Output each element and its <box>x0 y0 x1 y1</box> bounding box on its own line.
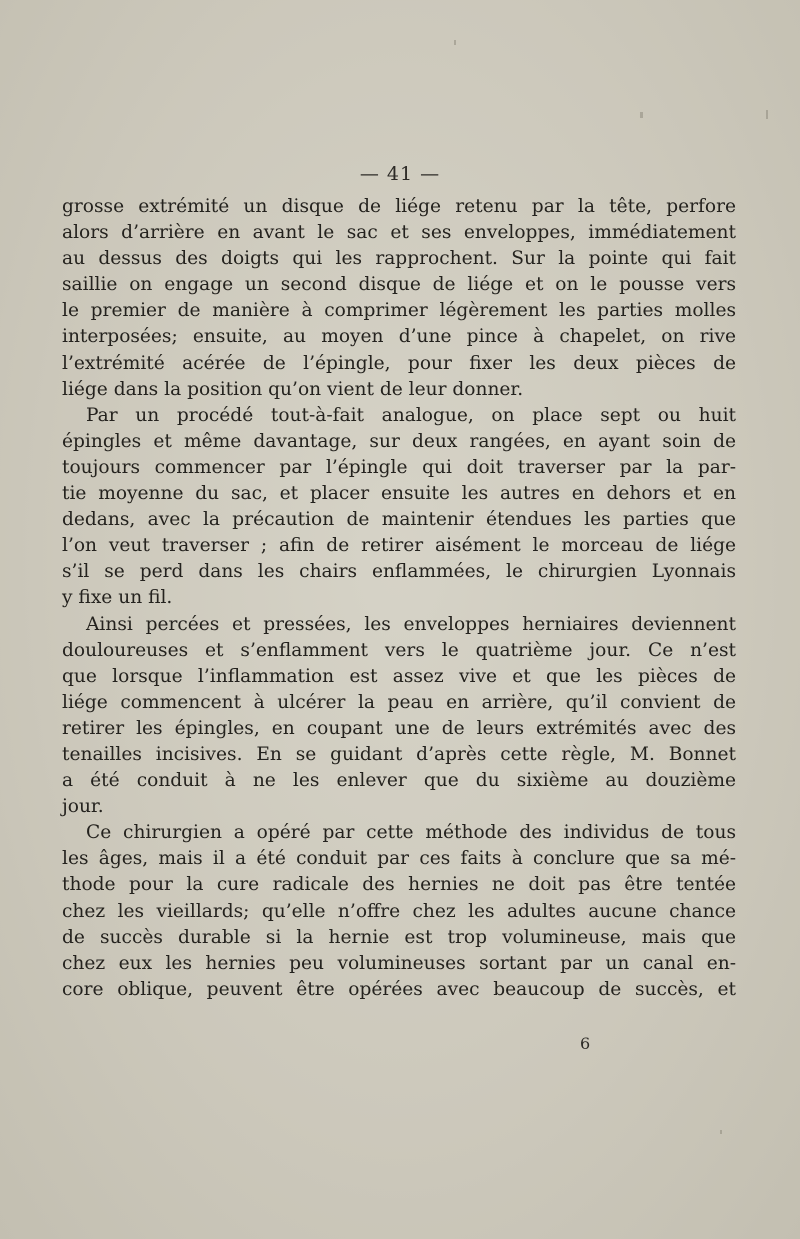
text-line: interposées; ensuite, au moyen d’une pince à chapelet, on rive <box>62 326 736 348</box>
text-line: core oblique, peuvent être opérées avec beaucoup de succès, et <box>62 978 736 1000</box>
text-line: Ainsi percées et pressées, les enveloppes herniaires deviennent <box>86 613 736 635</box>
paper-speck <box>454 40 456 45</box>
text-line: retirer les épingles, en coupant une de leurs extrémités avec des <box>62 717 736 739</box>
paragraph <box>62 612 736 821</box>
text-line: alors d’arrière en avant le sac et ses enveloppes, immédiatement <box>62 222 736 244</box>
paper-speck <box>720 1130 722 1134</box>
text-line: chez les vieillards; qu’elle n’offre chez les adultes aucune chance <box>62 900 736 922</box>
paper-speck <box>640 112 643 118</box>
text-line: tenailles incisives. En se guidant d’après cette règle, M. Bonnet <box>62 743 736 765</box>
text-line: toujours commencer par l’épingle qui doit traverser par la par- <box>62 456 736 478</box>
page-number: — 41 — <box>359 163 441 185</box>
text-line: thode pour la cure radicale des hernies ne doit pas être tentée <box>62 874 736 896</box>
text-line: s’il se perd dans les chairs enflammées, le chirurgien Lyonnais <box>62 561 736 583</box>
text-line: grosse extrémité un disque de liége retenu par la tête, perfore <box>62 196 736 217</box>
text-line: a été conduit à ne les enlever que du sixième au douzième <box>62 770 736 792</box>
text-line: douloureuses et s’enflamment vers le quatrième jour. Ce n’est <box>62 639 736 661</box>
text-line: chez eux les hernies peu volumineuses sortant par un canal en- <box>62 952 736 974</box>
text-line: l’extrémité acérée de l’épingle, pour fixer les deux pièces de <box>62 352 736 374</box>
text-line: Ce chirurgien a opéré par cette méthode des individus de tous <box>86 822 736 844</box>
text-line: Par un procédé tout-à-fait analogue, on place sept ou huit <box>86 404 736 426</box>
text-line: épingles et même davantage, sur deux rangées, en ayant soin de <box>62 430 736 452</box>
signature-mark: 6 <box>580 1034 591 1053</box>
paragraph <box>62 403 736 612</box>
text-line: saillie on engage un second disque de liége et on le pousse vers <box>62 274 736 296</box>
text-line: jour. <box>62 796 104 818</box>
text-line: liége dans la position qu’on vient de leur donner. <box>62 378 524 400</box>
text-line: au dessus des doigts qui les rapprochent. Sur la pointe qui fait <box>62 248 736 270</box>
text-line: y fixe un fil. <box>62 587 173 609</box>
text-line: liége commencent à ulcérer la peau en arrière, qu’il convient de <box>62 691 736 713</box>
paragraph <box>62 194 736 403</box>
text-line: de succès durable si la hernie est trop volumineuse, mais que <box>62 926 736 948</box>
text-line: tie moyenne du sac, et placer ensuite les autres en dehors et en <box>62 483 736 505</box>
text-line: les âges, mais il a été conduit par ces faits à conclure que sa mé- <box>62 848 736 870</box>
body-text <box>62 194 736 1003</box>
text-line: que lorsque l’inflammation est assez vive et que les pièces de <box>62 665 736 687</box>
paragraph <box>62 820 736 1003</box>
text-line: le premier de manière à comprimer légèrement les parties molles <box>62 300 736 322</box>
text-line: l’on veut traverser ; afin de retirer aisément le morceau de liége <box>62 535 736 557</box>
text-line: dedans, avec la précaution de maintenir étendues les parties que <box>62 509 736 531</box>
paper-speck <box>766 110 768 119</box>
